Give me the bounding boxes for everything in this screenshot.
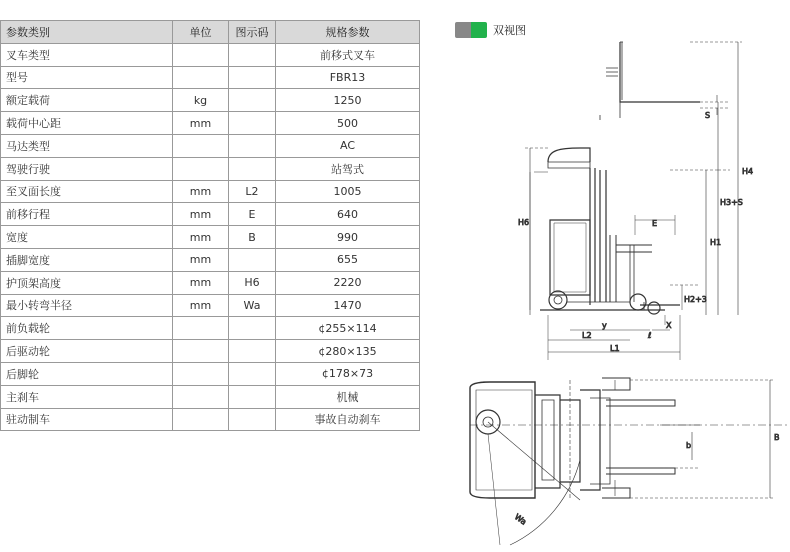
dim-label-l1: L1 — [610, 344, 620, 353]
dim-label-s: S — [705, 111, 711, 120]
cell-spec: ¢178×73 — [276, 362, 420, 385]
cell-category: 额定载荷 — [1, 89, 173, 112]
cell-code — [229, 248, 276, 271]
cell-spec: 2220 — [276, 271, 420, 294]
table-row — [1, 134, 420, 157]
cell-code: E — [229, 203, 276, 226]
header-spec: 规格参数 — [276, 21, 420, 44]
dim-label-b-small: b — [686, 441, 692, 450]
spec-table — [0, 20, 420, 431]
cell-unit: mm — [173, 294, 229, 317]
cell-spec: 500 — [276, 112, 420, 135]
cell-code: H6 — [229, 271, 276, 294]
table-row — [1, 271, 420, 294]
dim-label-b-width: B — [774, 433, 780, 442]
cell-category: 主刹车 — [1, 385, 173, 408]
cell-category: 型号 — [1, 66, 173, 89]
header-code: 图示码 — [229, 21, 276, 44]
cell-spec: FBR13 — [276, 66, 420, 89]
cell-spec: 站驾式 — [276, 157, 420, 180]
cell-category: 插脚宽度 — [1, 248, 173, 271]
cell-unit: mm — [173, 112, 229, 135]
cell-code — [229, 43, 276, 66]
cell-code — [229, 89, 276, 112]
table-row — [1, 89, 420, 112]
cell-unit — [173, 157, 229, 180]
cell-category: 马达类型 — [1, 134, 173, 157]
gray-view-swatch[interactable] — [455, 22, 471, 38]
cell-category: 叉车类型 — [1, 43, 173, 66]
cell-code — [229, 157, 276, 180]
cell-spec: 前移式叉车 — [276, 43, 420, 66]
cell-unit: mm — [173, 203, 229, 226]
cell-unit — [173, 340, 229, 363]
table-header-row — [1, 21, 420, 44]
table-row — [1, 340, 420, 363]
cell-spec: AC — [276, 134, 420, 157]
dim-label-l2: L2 — [582, 331, 592, 340]
table-row — [1, 385, 420, 408]
side-view — [525, 42, 742, 360]
cell-code — [229, 408, 276, 431]
cell-unit — [173, 66, 229, 89]
cell-unit — [173, 317, 229, 340]
cell-unit: kg — [173, 89, 229, 112]
cell-category: 驾驶行驶 — [1, 157, 173, 180]
cell-spec: 640 — [276, 203, 420, 226]
cell-unit — [173, 43, 229, 66]
table-row — [1, 226, 420, 249]
dim-label-h3s: H3+S — [720, 198, 743, 207]
cell-code — [229, 112, 276, 135]
forklift-dimension-drawing — [430, 40, 790, 550]
cell-unit: mm — [173, 180, 229, 203]
cell-code: Wa — [229, 294, 276, 317]
cell-category: 载荷中心距 — [1, 112, 173, 135]
cell-unit — [173, 134, 229, 157]
cell-spec: 655 — [276, 248, 420, 271]
dim-label-h4: H4 — [742, 167, 754, 176]
table-row — [1, 43, 420, 66]
header-category: 参数类别 — [1, 21, 173, 44]
table-row — [1, 203, 420, 226]
cell-code — [229, 362, 276, 385]
header-unit: 单位 — [173, 21, 229, 44]
dim-label-e: E — [652, 219, 658, 228]
cell-category: 最小转弯半径 — [1, 294, 173, 317]
dim-label-y: y — [602, 321, 607, 330]
table-row — [1, 248, 420, 271]
cell-code — [229, 385, 276, 408]
cell-spec: 事故自动刹车 — [276, 408, 420, 431]
cell-code — [229, 317, 276, 340]
cell-category: 驻动制车 — [1, 408, 173, 431]
green-view-swatch[interactable] — [471, 22, 487, 38]
table-row — [1, 157, 420, 180]
cell-unit: mm — [173, 271, 229, 294]
cell-category: 后脚轮 — [1, 362, 173, 385]
table-row — [1, 294, 420, 317]
cell-category: 前负载轮 — [1, 317, 173, 340]
cell-category: 前移行程 — [1, 203, 173, 226]
cell-spec: 1005 — [276, 180, 420, 203]
table-row — [1, 317, 420, 340]
dual-view-toggle[interactable] — [455, 20, 526, 40]
cell-category: 后驱动轮 — [1, 340, 173, 363]
table-row — [1, 362, 420, 385]
cell-unit: mm — [173, 248, 229, 271]
cell-code: L2 — [229, 180, 276, 203]
cell-category: 护顶架高度 — [1, 271, 173, 294]
cell-code — [229, 134, 276, 157]
cell-unit — [173, 408, 229, 431]
cell-code — [229, 66, 276, 89]
cell-code: B — [229, 226, 276, 249]
cell-unit: mm — [173, 226, 229, 249]
cell-spec: ¢255×114 — [276, 317, 420, 340]
dual-view-label: 双视图 — [493, 24, 526, 37]
dim-label-h23: H2+3 — [684, 295, 707, 304]
dim-label-x: X — [666, 321, 672, 330]
cell-spec: 1470 — [276, 294, 420, 317]
cell-category: 宽度 — [1, 226, 173, 249]
dim-label-h1: H1 — [710, 238, 722, 247]
cell-code — [229, 340, 276, 363]
cell-spec: 1250 — [276, 89, 420, 112]
cell-spec: 990 — [276, 226, 420, 249]
cell-unit — [173, 362, 229, 385]
cell-spec: ¢280×135 — [276, 340, 420, 363]
dim-label-wa: Wa — [512, 512, 529, 527]
table-row — [1, 66, 420, 89]
table-row — [1, 180, 420, 203]
cell-spec: 机械 — [276, 385, 420, 408]
cell-unit — [173, 385, 229, 408]
cell-category: 至叉面长度 — [1, 180, 173, 203]
dim-label-l: ℓ — [648, 331, 652, 340]
dim-label-h6: H6 — [518, 218, 530, 227]
table-row — [1, 112, 420, 135]
table-row — [1, 408, 420, 431]
